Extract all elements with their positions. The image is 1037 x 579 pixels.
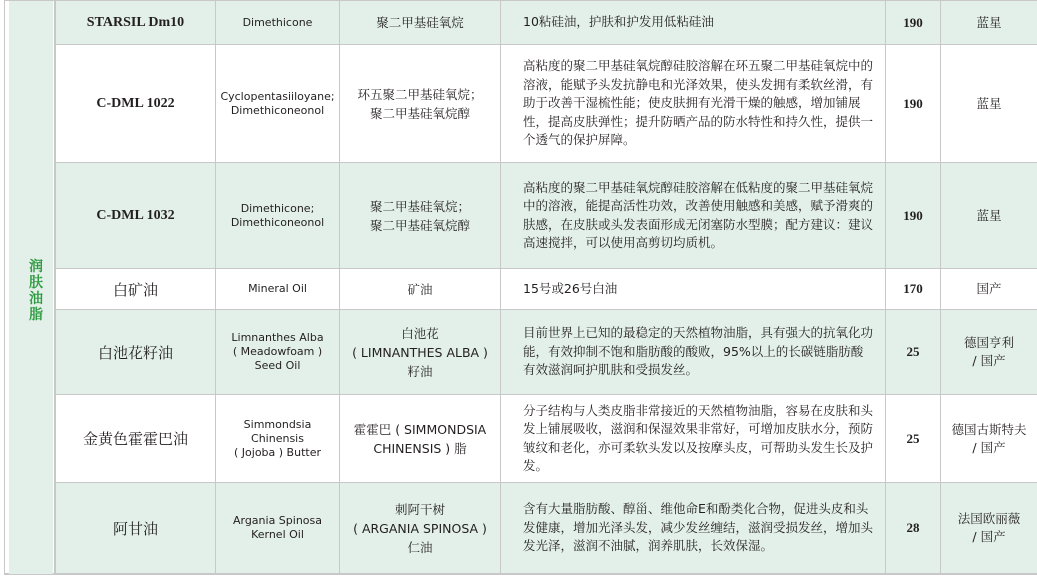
- inci-name: Dimethicone; Dimethiconeonol: [216, 163, 340, 269]
- quantity-value: 28: [886, 483, 941, 574]
- category-cell: [4, 0, 55, 574]
- product-table: [55, 0, 1037, 574]
- origin: 蓝星: [941, 45, 1037, 163]
- product-name: 金黄色霍霍巴油: [56, 395, 216, 483]
- chinese-inci-name: 矿油: [340, 269, 501, 310]
- origin: 德国亨利 / 国产: [941, 310, 1037, 395]
- origin: 蓝星: [941, 1, 1037, 45]
- product-name: C-DML 1032: [56, 163, 216, 269]
- product-name: 白矿油: [56, 269, 216, 310]
- chinese-inci-name: 白池花 ( LIMNANTHES ALBA ) 籽油: [340, 310, 501, 395]
- quantity-value: 25: [886, 310, 941, 395]
- quantity-value: 190: [886, 1, 941, 45]
- quantity-value: 190: [886, 163, 941, 269]
- category-label: 润 肤 油 脂: [25, 259, 47, 323]
- product-name: C-DML 1022: [56, 45, 216, 163]
- description: 高粘度的聚二甲基硅氧烷醇硅胶溶解在低粘度的聚二甲基硅氧烷中的溶液，能提高活性功效，改善使用触感和美感，赋予滑爽的肤感，在皮肤或头发表面形成无闭塞防水型膜；配方建议：建议高速搅拌，可以使用高剪切均质机。: [501, 163, 886, 269]
- chinese-inci-name: 环五聚二甲基硅氧烷； 聚二甲基硅氧烷醇: [340, 45, 501, 163]
- bottom-divider: [4, 574, 1037, 579]
- origin: 蓝星: [941, 163, 1037, 269]
- description: 15号或26号白油: [501, 269, 886, 310]
- inci-name: Limnanthes Alba ( Meadowfoam ) Seed Oil: [216, 310, 340, 395]
- quantity-value: 170: [886, 269, 941, 310]
- origin: 法国欧丽薇 / 国产: [941, 483, 1037, 574]
- product-name: 阿甘油: [56, 483, 216, 574]
- chinese-inci-name: 聚二甲基硅氧烷: [340, 1, 501, 45]
- description: 含有大量脂肪酸、醇甾、维他命E和酚类化合物，促进头皮和头发健康，增加光泽头发，减少发丝缠结，滋润受损发丝，增加头发光泽，滋润不油腻，润养肌肤，长效保湿。: [501, 483, 886, 574]
- product-name: STARSIL Dm10: [56, 1, 216, 45]
- description: 10粘硅油，护肤和护发用低粘硅油: [501, 1, 886, 45]
- chinese-inci-name: 聚二甲基硅氧烷； 聚二甲基硅氧烷醇: [340, 163, 501, 269]
- inci-name: Argania Spinosa Kernel Oil: [216, 483, 340, 574]
- chinese-inci-name: 刺阿干树 ( ARGANIA SPINOSA ) 仁油: [340, 483, 501, 574]
- origin: 德国古斯特夫 / 国产: [941, 395, 1037, 483]
- origin: 国产: [941, 269, 1037, 310]
- product-table-frame: [4, 0, 1037, 578]
- table-row: [56, 269, 1037, 310]
- table-row: [56, 310, 1037, 395]
- table-row: [56, 163, 1037, 269]
- table-row: [56, 395, 1037, 483]
- table-row: [56, 483, 1037, 574]
- inci-name: Mineral Oil: [216, 269, 340, 310]
- description: 分子结构与人类皮脂非常接近的天然植物油脂，容易在皮肤和头发上铺展吸收，滋润和保湿效果非常好，可增加皮肤水分，预防皱纹和老化，亦可柔软头发以及按摩头皮，可帮助头发生长及护发。: [501, 395, 886, 483]
- description: 目前世界上已知的最稳定的天然植物油脂，具有强大的抗氧化功能，有效抑制不饱和脂肪酸的酸败，95%以上的长碳链脂肪酸有效滋润呵护肌肤和受损发丝。: [501, 310, 886, 395]
- chinese-inci-name: 霍霍巴 ( SIMMONDSIA CHINENSIS ) 脂: [340, 395, 501, 483]
- description: 高粘度的聚二甲基硅氧烷醇硅胶溶解在环五聚二甲基硅氧烷中的溶液，能赋予头发抗静电和光泽效果，使头发拥有柔软丝滑，有助于改善干湿梳性能；使皮肤拥有光滑干燥的触感，增加铺展性，提高皮肤弹性；提升防晒产品的防水特性和持久性，提供一个透气的保护屏障。: [501, 45, 886, 163]
- inci-name: Simmondsia Chinensis ( Jojoba ) Butter: [216, 395, 340, 483]
- inci-name: Dimethicone: [216, 1, 340, 45]
- table-row: [56, 45, 1037, 163]
- inci-name: Cyclopentasiiloyane; Dimethiconeonol: [216, 45, 340, 163]
- product-name: 白池花籽油: [56, 310, 216, 395]
- table-row: [56, 1, 1037, 45]
- quantity-value: 25: [886, 395, 941, 483]
- quantity-value: 190: [886, 45, 941, 163]
